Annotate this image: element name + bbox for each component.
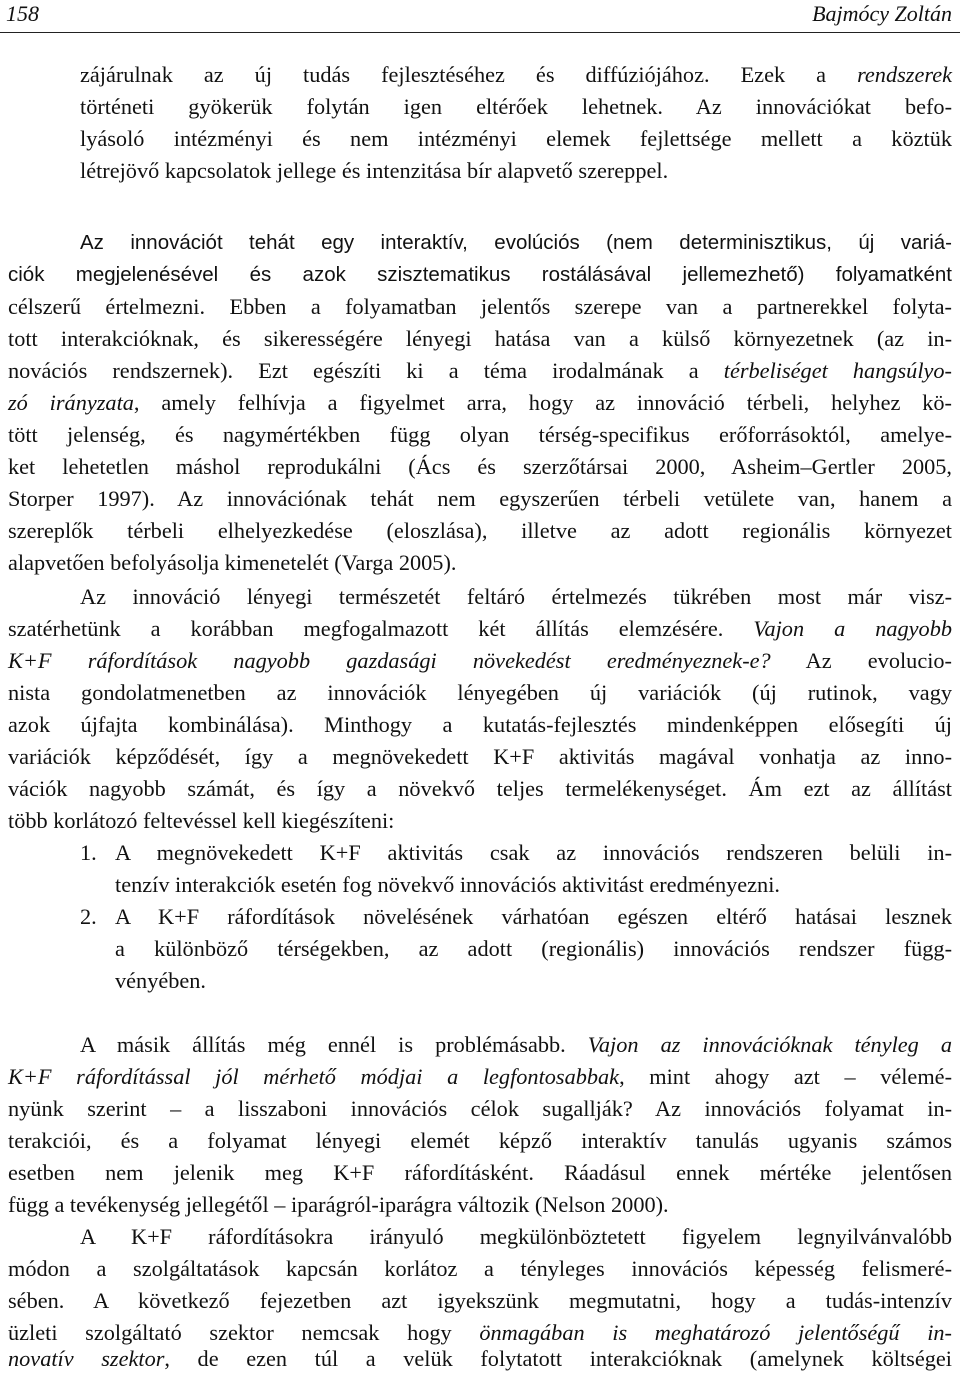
text-line: Az innováció lényegi természetét feltáró értelmezés tükrében most már visz- bbox=[80, 584, 952, 609]
text-line: vényében. bbox=[115, 968, 207, 993]
text-line: novációs rendszernek). Ezt egészíti ki a téma irodalmának a térbeliséget hangsúlyo- bbox=[8, 358, 952, 383]
text-line: létrejövő kapcsolatok jellege és intenzitása bír alapvető szereppel. bbox=[80, 158, 669, 183]
page-number: 158 bbox=[6, 1, 39, 26]
text-line: szereplők térbeli elhelyezkedése (eloszlása), illetve az adott regionális környezet bbox=[8, 518, 952, 543]
text-line: sében. A következő fejezetben azt igyekszünk megmutatni, hogy a tudás-intenzív bbox=[8, 1288, 952, 1313]
text-line: A másik állítás még ennél is problémásabb. Vajon az innovációknak tényleg a bbox=[80, 1032, 953, 1057]
list-number: 2. bbox=[80, 904, 97, 929]
text-line: Storper 1997). Az innovációnak tehát nem egyszerűen térbeli vetülete van, hanem a bbox=[8, 486, 952, 511]
text-line: azok újfajta kombinálása). Minthogy a kutatás-fejlesztés mindenképpen elősegíti új bbox=[8, 712, 952, 737]
text-line: üzleti szolgáltató szektor nemcsak hogy önmagában is meghatározó jelentőségű in- bbox=[8, 1320, 952, 1345]
text-line: terakciói, és a folyamat lényegi elemét képző interaktív tanulás ugyanis számos bbox=[8, 1128, 952, 1153]
text-line: függ a tevékenység jellegétől – iparágról-iparágra változik (Nelson 2000). bbox=[8, 1192, 669, 1217]
text-line: módon a szolgáltatások kapcsán korlátoz a tényleges innovációs képesség felismeré- bbox=[8, 1256, 952, 1281]
text-line: zó irányzata, amely felhívja a figyelmet arra, hogy az innováció térbeli, helyhez kö- bbox=[8, 390, 952, 415]
text-line: Az innovációt tehát egy interaktív, evolúciós (nem determinisztikus, új variá- bbox=[80, 231, 952, 254]
text-line: több korlátozó feltevéssel kell kiegészíteni: bbox=[8, 808, 395, 833]
text-line: K+F ráfordítások nagyobb gazdasági növekedést eredményeznek-e? Az evolucio- bbox=[8, 648, 952, 673]
text-line: zájárulnak az új tudás fejlesztéséhez és diffúziójához. Ezek a rendszerek bbox=[80, 62, 952, 87]
text-line: szatérhetünk a korábban megfogalmazott két állítás elemzésére. Vajon a nagyobb bbox=[8, 616, 952, 641]
text-line: tött jelenség, és nagymértékben függ olyan térség-specifikus erőforrásoktól, amelye- bbox=[8, 422, 952, 447]
text-line: vációk nagyobb számát, és így a növekvő teljes termelékenységet. Ám ezt az állítást bbox=[8, 776, 952, 801]
text-line: célszerű értelmezni. Ebben a folyamatban jelentős szerepe van a partnerekkel folyta- bbox=[8, 294, 952, 319]
list-item: 2. A K+F ráfordítások növelésének várhatóan egészen eltérő hatásai lesznek bbox=[80, 901, 952, 933]
text-line: K+F ráfordítással jól mérhető módjai a legfontosabbak, mint ahogy azt – vélemé- bbox=[8, 1064, 952, 1089]
list-number: 1. bbox=[80, 840, 97, 865]
text-line: A K+F ráfordításokra irányuló megkülönböztetett figyelem legnyilvánvalóbb bbox=[80, 1224, 952, 1249]
text-line: tott interakcióknak, és sikerességére lényegi hatása van a külső környezetnek (az in- bbox=[8, 326, 952, 351]
header-rule bbox=[0, 32, 960, 33]
text-line: variációk képződését, így a megnövekedett K+F aktivitás magával vonhatja az inno- bbox=[8, 744, 952, 769]
running-head-author: Bajmócy Zoltán bbox=[812, 1, 952, 26]
page-header bbox=[0, 0, 960, 34]
text-line: ciók megjelenésével és azok szisztematikus rostálásával jellemezhető) folyamatként bbox=[8, 263, 952, 286]
text-line: történeti gyökerük folytán igen eltérőek lehetnek. Az innovációkat befo- bbox=[80, 94, 952, 119]
text-line: lyásoló intézményi és nem intézményi elemek fejlettsége mellett a köztük bbox=[80, 126, 952, 151]
text-line: a különböző térségekben, az adott (regionális) innovációs rendszer függ- bbox=[115, 936, 952, 961]
text-line: novatív szektor, de ezen túl a velük folytatott interakcióknak (amelynek költségei bbox=[8, 1346, 952, 1371]
text-line: tenzív interakciók esetén fog növekvő innovációs aktivitást eredményezni. bbox=[115, 872, 780, 897]
text-line: alapvetően befolyásolja kimenetelét (Varga 2005). bbox=[8, 550, 457, 575]
list-item: 1. A megnövekedett K+F aktivitás csak az innovációs rendszeren belüli in- bbox=[80, 837, 952, 869]
text-line: nista gondolatmenetben az innovációk lényegében új variációk (új rutinok, vagy bbox=[8, 680, 952, 705]
text-line: ket lehetetlen máshol reprodukálni (Ács és szerzőtársai 2000, Asheim–Gertler 2005, bbox=[8, 454, 952, 479]
text-line: nyünk szerint – a lisszaboni innovációs célok sugallják? Az innovációs folyamat in- bbox=[8, 1096, 952, 1121]
text-line: esetben nem jelenik meg K+F ráfordításként. Ráadásul ennek mértéke jelentősen bbox=[8, 1160, 952, 1185]
